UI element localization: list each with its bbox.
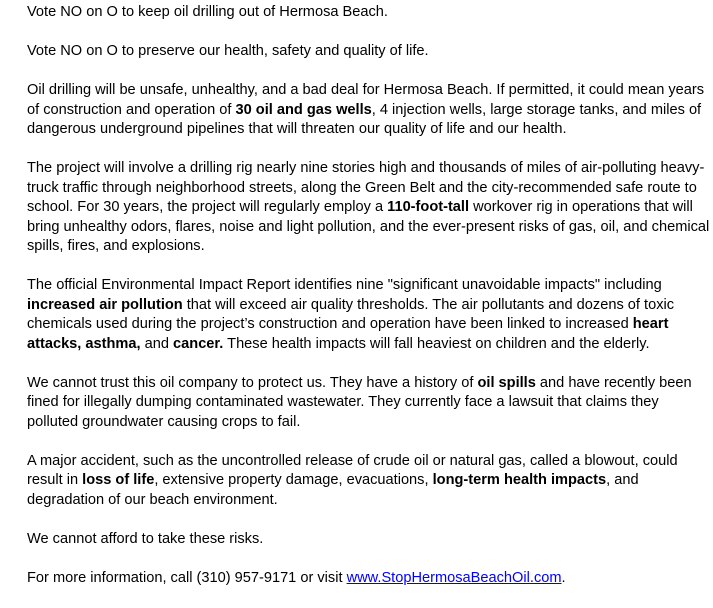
text-segment: We cannot trust this oil company to protect us. They have a history of bbox=[27, 374, 478, 391]
paragraph-more-information bbox=[27, 569, 711, 589]
document-body bbox=[27, 3, 711, 608]
website-link[interactable]: www.StopHermosaBeachOil.com bbox=[346, 569, 562, 586]
emphasis-text: heart attacks, asthma, bbox=[27, 316, 669, 352]
paragraph-drilling-rig bbox=[27, 159, 711, 257]
paragraph-vote-no-health bbox=[27, 42, 711, 62]
emphasis-text: 110-foot-tall bbox=[387, 199, 470, 215]
text-segment: Vote NO on O to preserve our health, safety and quality of life. bbox=[27, 43, 429, 59]
text-segment: , 4 injection wells, large storage tanks, and miles of dangerous underground pipelines that will threaten our quality of life and our health. bbox=[27, 101, 702, 137]
emphasis-text: 30 oil and gas wells bbox=[235, 101, 372, 118]
text-segment: These health impacts will fall heaviest on children and the elderly. bbox=[223, 335, 650, 352]
emphasis-text: loss of life bbox=[82, 472, 155, 488]
text-segment: Vote NO on O to keep oil drilling out of Hermosa Beach. bbox=[27, 4, 388, 20]
text-segment: , extensive property damage, evacuations, bbox=[154, 472, 433, 488]
paragraph-vote-no-drilling bbox=[27, 3, 711, 23]
emphasis-text: cancer. bbox=[173, 335, 224, 352]
text-segment: , and degradation of our beach environment. bbox=[27, 472, 639, 508]
paragraph-major-accident bbox=[27, 452, 711, 511]
paragraph-environmental-impact bbox=[27, 276, 711, 354]
paragraph-oil-company-trust bbox=[27, 374, 711, 433]
emphasis-text: long-term health impacts bbox=[432, 472, 607, 488]
text-segment: A major accident, such as the uncontrolled release of crude oil or natural gas, called a blowout, could result in bbox=[27, 452, 678, 488]
text-segment: . bbox=[561, 569, 566, 586]
paragraph-unsafe-drilling bbox=[27, 81, 711, 140]
text-segment: We cannot afford to take these risks. bbox=[27, 530, 264, 547]
paragraph-cannot-afford bbox=[27, 530, 711, 550]
text-segment: The official Environmental Impact Report identifies nine "significant unavoidable impacts" including bbox=[27, 277, 662, 293]
text-segment: workover rig in operations that will bring unhealthy odors, flares, noise and light pollution, and the ever-present risks of gas, oil, and chemical spills, fires, and explosions. bbox=[27, 199, 710, 254]
text-segment: The project will involve a drilling rig nearly nine stories high and thousands of miles of air-polluting heavy-truck traffic through neighborhood streets, along the Green Belt and the city-recommended safe route to school. For 30 years, the project will regularly employ a bbox=[27, 160, 705, 215]
text-segment: For more information, call (310) 957-9171 or visit bbox=[27, 569, 347, 586]
text-segment: that will exceed air quality thresholds. The air pollutants and dozens of toxic chemicals used during the project’s construction and operation have been linked to increased bbox=[27, 296, 675, 332]
emphasis-text: increased air pollution bbox=[27, 296, 183, 313]
text-segment: and bbox=[140, 335, 174, 352]
text-segment: and have recently been fined for illegally dumping contaminated wastewater. They currently face a lawsuit that claims they polluted groundwater causing crops to fail. bbox=[27, 374, 692, 430]
text-segment: Oil drilling will be unsafe, unhealthy, and a bad deal for Hermosa Beach. If permitted, it could mean years of construction and operation of bbox=[27, 82, 705, 118]
emphasis-text: oil spills bbox=[477, 374, 536, 391]
